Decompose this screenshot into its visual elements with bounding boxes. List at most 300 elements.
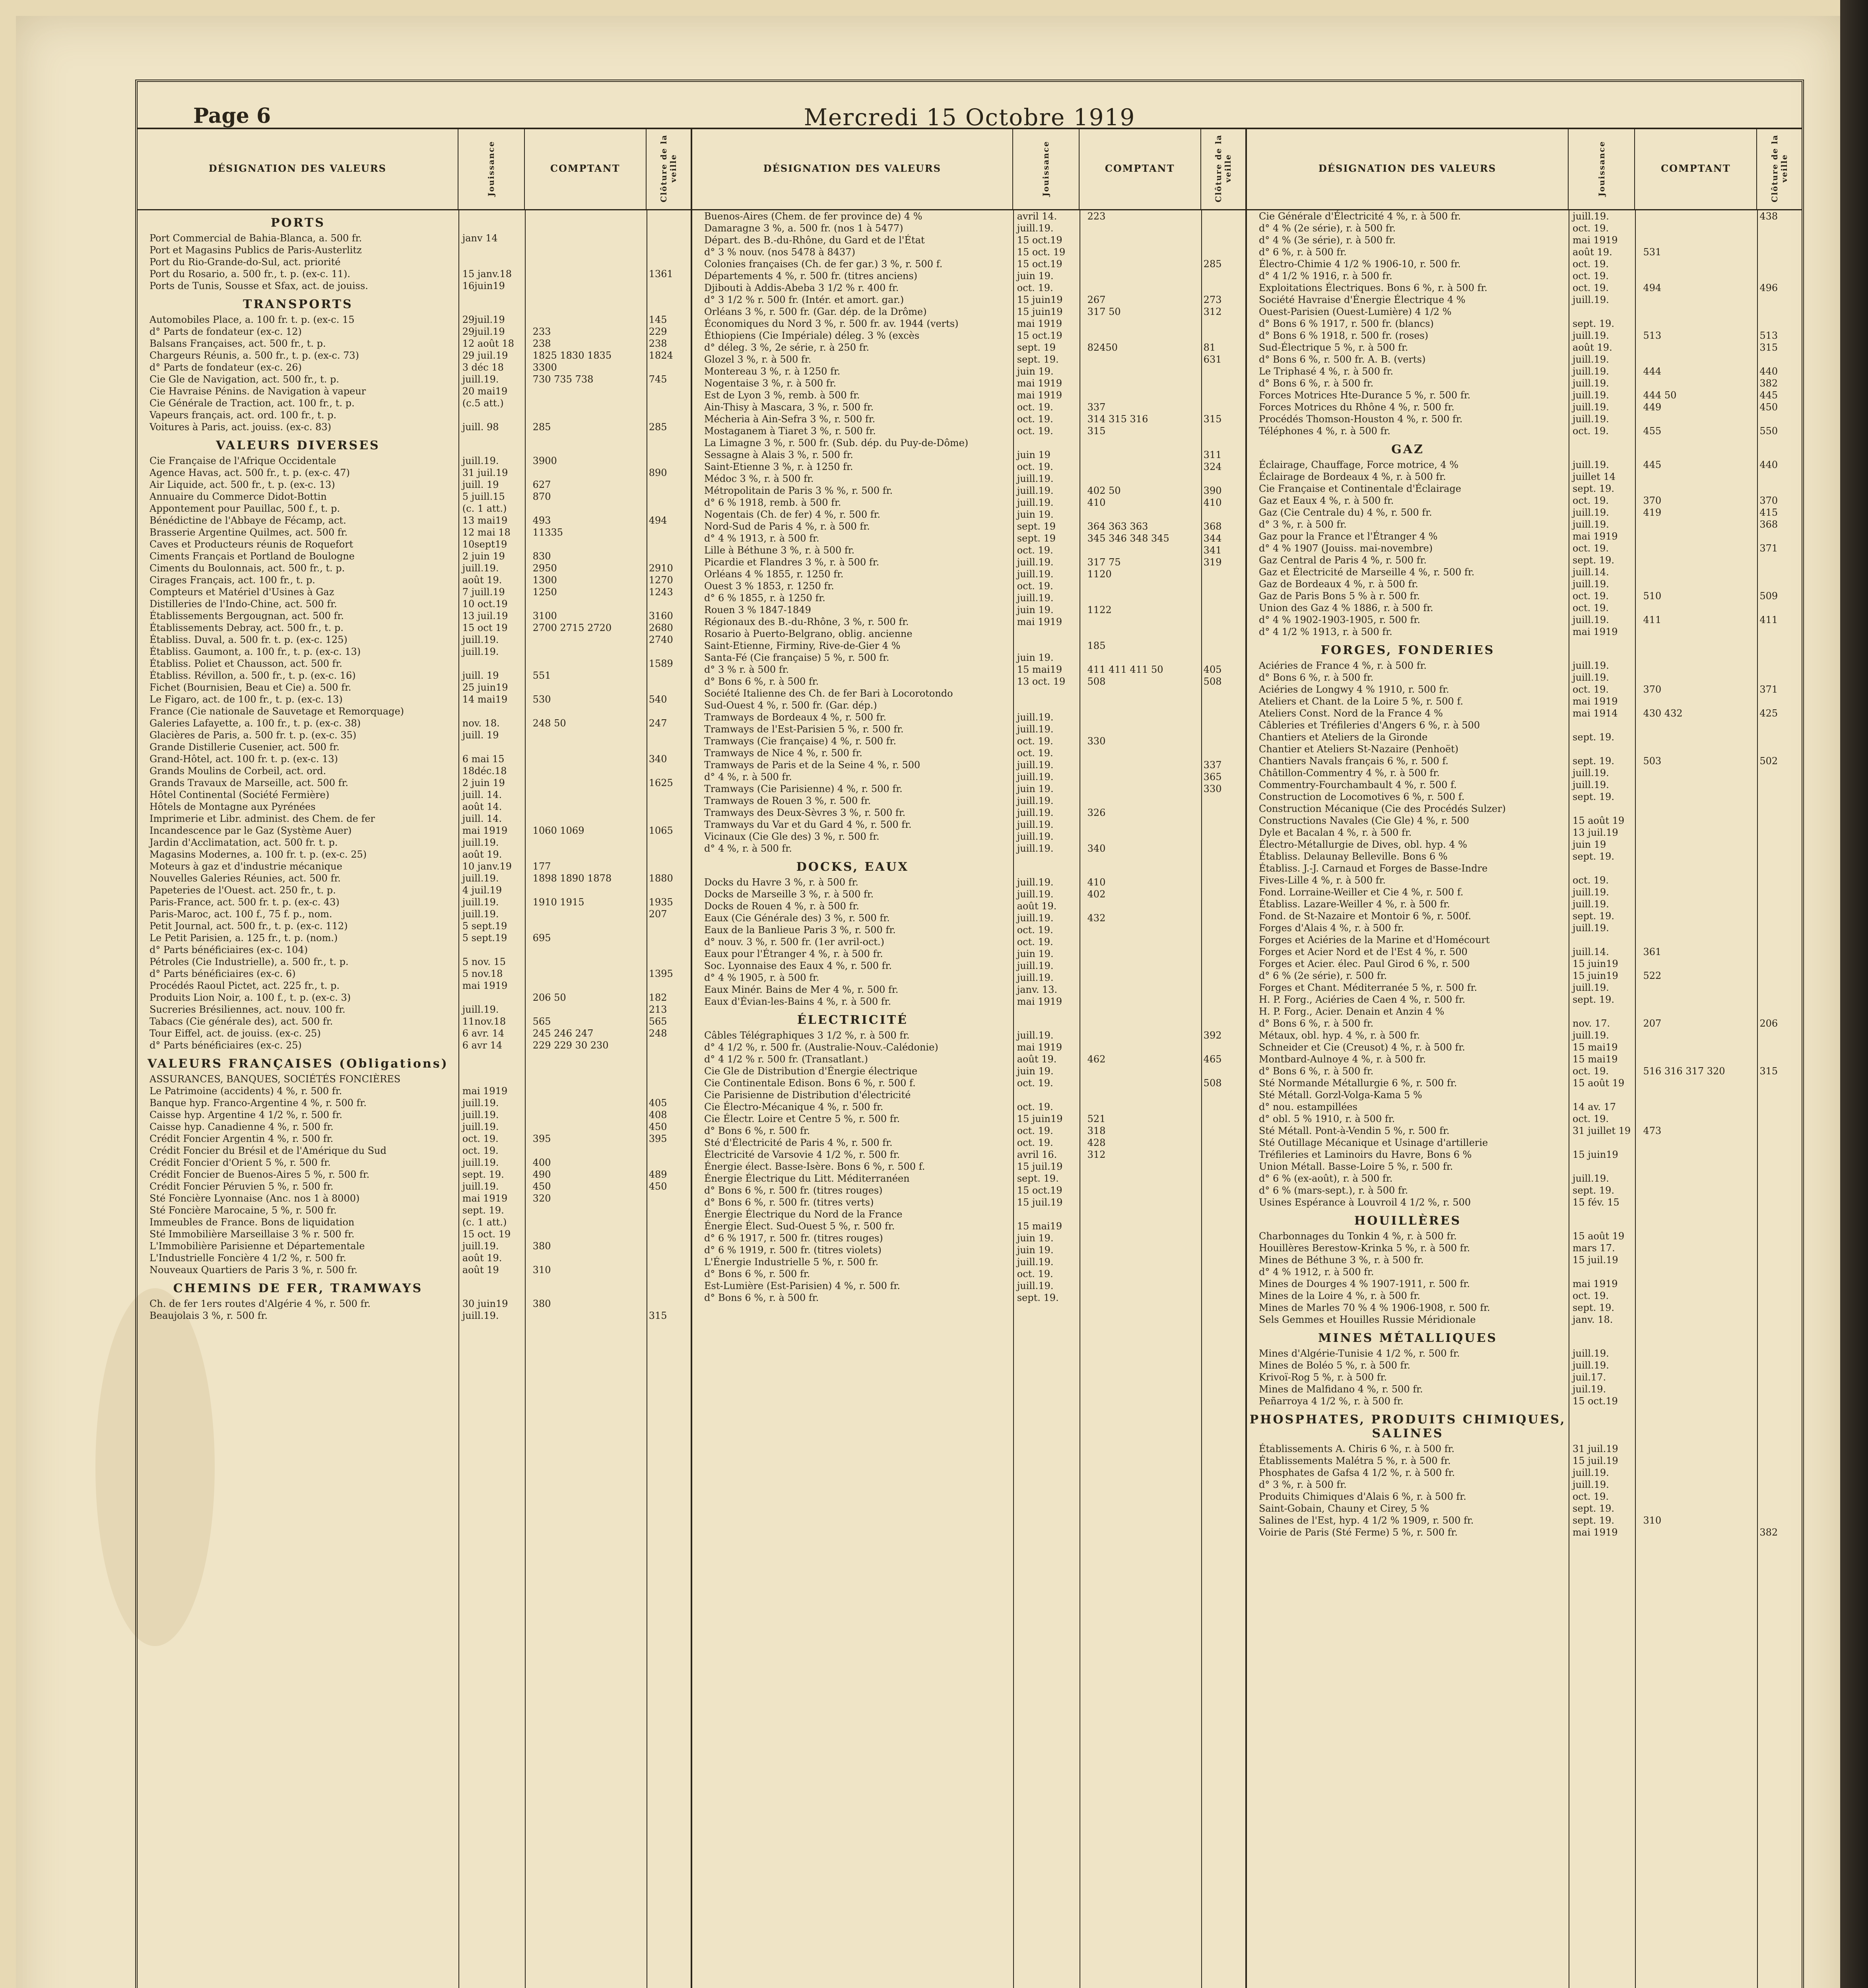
cash-price: 223	[1087, 211, 1106, 222]
previous-close	[1757, 874, 1802, 886]
quotation-row	[1247, 994, 1802, 1006]
quotation-row	[1247, 1479, 1802, 1491]
cash-price	[1080, 377, 1201, 389]
previous-close	[1757, 743, 1802, 755]
cash-price	[1080, 699, 1201, 711]
jouissance-date: juill.19.	[462, 837, 499, 848]
security-name: Paris-France, act. 500 fr. t. p. (ex-c. 43)	[150, 897, 340, 908]
cash-price	[1635, 1302, 1757, 1314]
cash-price	[1080, 592, 1201, 604]
cash-price	[1080, 687, 1201, 699]
security-name: Mines d'Algérie-Tunisie 4 1/2 %, r. 500 fr.	[1258, 1348, 1460, 1359]
quotation-row	[692, 735, 1245, 747]
rows-container	[692, 210, 1245, 1304]
cash-price: 730 735 738	[532, 374, 594, 385]
previous-close	[1201, 924, 1245, 936]
security-name: Docks de Marseille 3 %, r. à 500 fr.	[704, 889, 874, 900]
jouissance-date: août 19.	[462, 1252, 502, 1264]
security-name: Mines de Boléo 5 %, r. à 500 fr.	[1258, 1360, 1410, 1371]
quotation-row	[692, 972, 1245, 984]
jouissance-date: juill.19.	[1573, 330, 1609, 341]
jouissance-date: juill.19.	[462, 1310, 499, 1321]
security-name: Docks de Rouen 4 %, r. à 500 fr.	[704, 901, 859, 912]
security-name: Énergie Électrique du Nord de la France	[704, 1209, 903, 1220]
jouissance-date: 5 sept.19	[462, 920, 507, 932]
security-name: Vicinaux (Cie Gle des) 3 %, r. 500 fr.	[704, 831, 880, 842]
quotation-row	[138, 326, 691, 338]
jouissance-date: juin 19.	[1017, 783, 1054, 794]
security-name: Nouvelles Galeries Réunies, act. 500 fr.	[150, 873, 341, 884]
cash-price	[525, 753, 647, 765]
cash-price	[1635, 1278, 1757, 1290]
previous-close	[1201, 1113, 1245, 1125]
security-name: Mines de Béthune 3 %, r. à 500 fr.	[1258, 1254, 1424, 1266]
jouissance-date: juill.19.	[1017, 473, 1054, 484]
previous-close	[1201, 699, 1245, 711]
quotation-row	[692, 461, 1245, 473]
jouissance-date: mai 1919	[462, 980, 508, 991]
jouissance-date: 15 août 19	[1573, 815, 1625, 826]
security-name: Sté Immobilière Marseillaise 3 % r. 500 fr.	[150, 1229, 355, 1240]
cash-price	[1080, 1041, 1201, 1053]
quotation-row	[1247, 1113, 1802, 1125]
security-name: Eaux de la Banlieue Paris 3 %, r. 500 fr.	[704, 924, 896, 936]
previous-close	[1757, 827, 1802, 839]
quotation-row	[1247, 554, 1802, 566]
security-name: d° 4 % 1905, r. à 500 fr.	[704, 972, 819, 983]
cash-price	[525, 1109, 647, 1121]
jouissance-date: nov. 17.	[1573, 1018, 1610, 1029]
jouissance-date: juill.19.	[1017, 889, 1054, 900]
cash-price	[525, 256, 647, 268]
previous-close	[1757, 672, 1802, 683]
jouissance-date: juil.17.	[1573, 1372, 1606, 1383]
cash-price: 1122	[1087, 604, 1112, 615]
jouissance-date: janv. 18.	[1573, 1314, 1613, 1325]
security-name: Électro-Métallurgie de Dives, obl. hyp. 4 %	[1258, 839, 1467, 850]
cash-price: 455	[1643, 425, 1662, 437]
jouissance-date: juillet 14	[1573, 471, 1616, 482]
previous-close	[1757, 982, 1802, 994]
jouissance-date: 29 juil.19	[462, 350, 508, 361]
quotation-row	[138, 658, 691, 670]
cash-price: 449	[1643, 402, 1662, 413]
jouissance-date: oct. 19.	[1573, 1290, 1609, 1301]
quotation-row	[1247, 1514, 1802, 1526]
cash-price	[1080, 509, 1201, 520]
security-name: Tramways du Var et du Gard 4 %, r. 500 fr.	[704, 819, 912, 830]
security-name: d° déleg. 3 %, 2e série, r. à 250 fr.	[704, 342, 870, 353]
previous-close	[1201, 984, 1245, 996]
security-name: Aciéries de Longwy 4 % 1910, r. 500 fr.	[1258, 684, 1449, 695]
cash-price	[1080, 783, 1201, 795]
cash-price	[525, 385, 647, 397]
quotation-row	[692, 1256, 1245, 1268]
quotation-row	[1247, 767, 1802, 779]
cash-price	[1635, 234, 1757, 246]
previous-close	[647, 944, 691, 956]
cash-price	[525, 908, 647, 920]
quotation-row	[138, 670, 691, 681]
jouissance-date	[1569, 1137, 1635, 1149]
security-name: Établiss. Poliet et Chausson, act. 500 fr.	[150, 658, 342, 669]
quotation-row	[138, 244, 691, 256]
security-name: d° Bons 6 %, r. 500 fr.	[704, 1268, 810, 1279]
jouissance-date: 15 oct.19	[1017, 235, 1062, 246]
cash-price	[1080, 473, 1201, 485]
previous-close	[1757, 246, 1802, 258]
cash-price	[1080, 972, 1201, 984]
security-name: Houillères Berestow-Krinka 5 %, r. à 500 fr.	[1258, 1242, 1470, 1254]
previous-close	[1201, 1065, 1245, 1077]
quotation-row	[138, 646, 691, 658]
cash-price	[525, 1310, 647, 1322]
previous-close	[1201, 948, 1245, 960]
cash-price: 233	[532, 326, 551, 337]
jouissance-date: 6 avr. 14	[462, 1028, 505, 1039]
quotation-row	[1247, 695, 1802, 707]
security-name: d° Bons 6 % 1917, r. 500 fr. (blancs)	[1258, 318, 1434, 329]
previous-close	[1757, 1149, 1802, 1161]
quotation-row	[1247, 294, 1802, 306]
section-title: GAZ	[1391, 443, 1424, 456]
security-name: Chargeurs Réunis, a. 500 fr., t. p. (ex-c. 73)	[150, 350, 359, 361]
quotation-row	[692, 640, 1245, 652]
security-name: Tramways de l'Est-Parisien 5 %, r. 500 fr.	[704, 724, 904, 735]
jouissance-date: oct. 19.	[1573, 270, 1609, 282]
security-name: d° Bons 6 %, r. à 500 fr.	[1258, 1066, 1374, 1077]
quotation-row	[692, 759, 1245, 771]
quotation-row	[692, 652, 1245, 664]
jouissance-date: juill.19.	[1573, 899, 1609, 910]
quotation-row	[1247, 270, 1802, 282]
previous-close: 1361	[649, 268, 673, 280]
cash-price: 206 50	[532, 992, 566, 1003]
security-name: d° 6 %, r. à 500 fr.	[1258, 247, 1347, 258]
previous-close: 206	[1759, 1018, 1778, 1029]
previous-close: 213	[649, 1004, 667, 1015]
cash-price	[1635, 672, 1757, 683]
cash-price	[1080, 1196, 1201, 1208]
security-name: Procédés Raoul Pictet, act. 225 fr., t. p.	[150, 980, 340, 991]
header-comptant: COMPTANT	[1635, 128, 1757, 209]
previous-close	[1757, 1443, 1802, 1455]
security-name: Cie Française et Continentale d'Éclairage	[1258, 483, 1461, 494]
quotation-row	[1247, 850, 1802, 862]
security-name: France (Cie nationale de Sauvetage et Remorquage)	[150, 706, 404, 717]
security-name: Salines de l'Est, hyp. 4 1/2 % 1909, r. 500 fr.	[1258, 1515, 1474, 1526]
previous-close: 450	[649, 1121, 667, 1132]
security-name: Fond. de St-Nazaire et Montoir 6 %, r. 500f.	[1258, 911, 1471, 922]
cash-price: 1060 1069	[532, 825, 584, 836]
previous-close	[1757, 1455, 1802, 1467]
jouissance-date: oct. 19.	[1017, 1077, 1053, 1089]
jouissance-date: juill. 19	[462, 730, 499, 741]
previous-close	[647, 1085, 691, 1097]
jouissance-date: (c. 1 att.)	[462, 503, 507, 514]
security-name: H. P. Forg., Acier. Denain et Anzin 4 %	[1258, 1006, 1445, 1017]
security-name: Sud-Électrique 5 %, r. à 500 fr.	[1258, 342, 1408, 353]
previous-close	[1757, 1314, 1802, 1326]
column-headers	[138, 128, 691, 210]
previous-close	[1201, 270, 1245, 282]
jouissance-date: juin 19.	[1017, 366, 1054, 377]
cash-price: 428	[1087, 1137, 1106, 1148]
cash-price: 419	[1643, 507, 1662, 518]
quotation-row	[1247, 1196, 1802, 1208]
quotation-row	[692, 509, 1245, 520]
previous-close: 1270	[649, 575, 673, 586]
cash-price	[1635, 1053, 1757, 1065]
jouissance-date: (c.5 att.)	[462, 398, 504, 409]
cash-price	[525, 634, 647, 646]
jouissance-date: juill.19.	[1573, 414, 1609, 425]
cash-price: 402	[1087, 889, 1106, 900]
quotation-row	[138, 550, 691, 562]
quotation-row	[1247, 590, 1802, 602]
quotation-row	[1247, 483, 1802, 495]
jouissance-date: oct. 19.	[1573, 495, 1609, 506]
cash-price: 314 315 316	[1087, 414, 1148, 425]
cash-price: 248 50	[532, 718, 566, 729]
quotation-row	[1247, 803, 1802, 815]
quotation-row	[1247, 389, 1802, 401]
jouissance-date: 5 nov. 15	[462, 956, 506, 967]
binding-edge	[1840, 0, 1868, 1988]
security-name: d° Parts bénéficiaires (ex-c. 6)	[150, 968, 296, 979]
jouissance-date	[1013, 1089, 1080, 1101]
previous-close	[1757, 1359, 1802, 1371]
jouissance-date: juin 19.	[1017, 509, 1054, 520]
previous-close	[1757, 258, 1802, 270]
quotation-row	[138, 1015, 691, 1027]
quotation-row	[692, 843, 1245, 854]
cash-price	[525, 1216, 647, 1228]
previous-close: 745	[649, 374, 667, 385]
security-name: d° 3 1/2 % r. 500 fr. (Intér. et amort. gar.)	[704, 294, 904, 305]
quotation-row	[1247, 1053, 1802, 1065]
section-title: VALEURS FRANÇAISES (Obligations)	[147, 1057, 449, 1071]
quotation-row	[138, 932, 691, 944]
quotation-row	[1247, 530, 1802, 542]
quotation-row	[692, 568, 1245, 580]
jouissance-date	[458, 256, 525, 268]
quotation-row	[138, 503, 691, 514]
quotation-row	[1247, 958, 1802, 970]
quotation-panel-left	[138, 128, 692, 1988]
cash-price	[1635, 1029, 1757, 1041]
security-name: Établiss. Lazare-Weiller 4 %, r. à 500 fr.	[1258, 899, 1450, 910]
jouissance-date	[1569, 743, 1635, 755]
jouissance-date: 15 août 19	[1573, 1231, 1625, 1242]
quotation-row	[1247, 1029, 1802, 1041]
quotation-row	[692, 924, 1245, 936]
quotation-row	[692, 306, 1245, 318]
security-name: Paris-Maroc, act. 100 f., 75 f. p., nom.	[150, 909, 332, 920]
quotation-row	[1247, 471, 1802, 483]
previous-close	[647, 479, 691, 491]
jouissance-date: sept. 19.	[1573, 791, 1614, 802]
security-name: d° Bons 6 %, r. 500 fr.	[704, 1125, 810, 1136]
quotation-row	[692, 1137, 1245, 1149]
jouissance-date: oct. 19.	[1017, 1137, 1053, 1148]
security-name: d° Parts bénéficiaires (ex-c. 104)	[150, 944, 308, 955]
jouissance-date: 15 juil.19	[1573, 1455, 1618, 1466]
previous-close: 415	[1759, 507, 1778, 518]
quotation-row	[692, 1292, 1245, 1304]
security-name: Métropolitain de Paris 3 % %, r. 500 fr.	[704, 485, 893, 496]
previous-close: 341	[1203, 545, 1222, 556]
security-name: Appontement pour Pauillac, 500 f., t. p.	[150, 503, 340, 514]
security-name: Ciments Français et Portland de Boulogne	[150, 551, 355, 562]
previous-close	[1201, 616, 1245, 628]
previous-close	[647, 681, 691, 693]
previous-close	[1757, 483, 1802, 495]
cash-price	[1635, 1161, 1757, 1173]
cash-price	[1635, 850, 1757, 862]
quotation-row	[138, 1240, 691, 1252]
quotation-row	[692, 258, 1245, 270]
cash-price	[1080, 246, 1201, 258]
security-name: d° 4 % (3e série), r. à 500 fr.	[1258, 235, 1396, 246]
cash-price	[1635, 719, 1757, 731]
jouissance-date: 15 juin19	[1573, 970, 1618, 981]
cash-price: 380	[532, 1298, 551, 1309]
security-name: Gaz pour la France et l'Étranger 4 %	[1258, 531, 1438, 542]
quotation-row	[692, 580, 1245, 592]
security-name: Bénédictine de l'Abbaye de Fécamp, act.	[150, 515, 346, 526]
quotation-row	[692, 1089, 1245, 1101]
jouissance-date: sept. 19.	[1573, 483, 1614, 494]
security-name: Caves et Producteurs réunis de Roquefort	[150, 539, 353, 550]
jouissance-date: 15 oct.19	[1017, 1185, 1062, 1196]
quotation-row	[1247, 874, 1802, 886]
jouissance-date: 15 janv.18	[462, 268, 512, 280]
jouissance-date	[1569, 1089, 1635, 1101]
jouissance-date: 13 mai19	[462, 515, 508, 526]
previous-close: 540	[649, 694, 667, 705]
previous-close: 382	[1759, 1527, 1778, 1538]
quotation-row	[1247, 1266, 1802, 1278]
jouissance-date: juill.19.	[1573, 1173, 1609, 1184]
cash-price	[525, 801, 647, 813]
quotation-row	[1247, 234, 1802, 246]
quotation-row	[138, 1216, 691, 1228]
security-name: Établiss. Duval, a. 500 fr. t. p. (ex-c. 125)	[150, 634, 348, 645]
previous-close	[1757, 1077, 1802, 1089]
cash-price: 370	[1643, 684, 1662, 695]
security-name: d° Bons 6 %, r. à 500 fr.	[1258, 1018, 1374, 1029]
jouissance-date: juin 19.	[1017, 604, 1054, 615]
jouissance-date: juill.19.	[462, 1181, 499, 1192]
security-name: Sté Métall. Gorzl-Volga-Kama 5 %	[1258, 1089, 1422, 1101]
cash-price	[1635, 958, 1757, 970]
section-title: FORGES, FONDERIES	[1320, 643, 1495, 657]
security-name: Automobiles Place, a. 100 fr. t. p. (ex-c. 15	[150, 314, 355, 325]
jouissance-date: oct. 19.	[1017, 580, 1053, 592]
cash-price	[1080, 234, 1201, 246]
quotation-row	[1247, 815, 1802, 827]
previous-close	[647, 646, 691, 658]
previous-close	[1201, 210, 1245, 222]
jouissance-date: juill.19.	[1573, 507, 1609, 518]
previous-close	[1757, 626, 1802, 638]
jouissance-date: 5 nov.18	[462, 968, 503, 979]
previous-close: 496	[1759, 282, 1778, 293]
jouissance-date: oct. 19.	[1017, 936, 1053, 947]
previous-close: 330	[1203, 783, 1222, 794]
previous-close	[1757, 1173, 1802, 1184]
quotation-row	[692, 948, 1245, 960]
cash-price	[1080, 747, 1201, 759]
cash-price	[1080, 771, 1201, 783]
jouissance-date: 31 juil.19	[462, 467, 508, 478]
jouissance-date: juill.19.	[1573, 660, 1609, 671]
jouissance-date: 10 janv.19	[462, 861, 512, 872]
jouissance-date: mai 1914	[1573, 708, 1618, 719]
jouissance-date: sept. 19	[1017, 533, 1056, 544]
cash-price	[1635, 1395, 1757, 1407]
cash-price: 337	[1087, 402, 1106, 413]
cash-price	[525, 503, 647, 514]
quotation-row	[138, 801, 691, 813]
quotation-row	[138, 1180, 691, 1192]
cash-price	[1080, 1280, 1201, 1292]
previous-close: 509	[1759, 590, 1778, 602]
security-name: Papeteries de l'Ouest. act. 250 fr., t. p.	[150, 885, 336, 896]
quotation-row	[692, 1113, 1245, 1125]
previous-close	[647, 705, 691, 717]
quotation-row	[692, 699, 1245, 711]
jouissance-date: juill.19.	[462, 909, 499, 920]
header-comptant: COMPTANT	[1080, 128, 1201, 209]
previous-close	[1757, 413, 1802, 425]
cash-price: 395	[532, 1133, 551, 1144]
security-name: Brasserie Argentine Quilmes, act. 500 fr.	[150, 527, 348, 538]
quotation-row	[138, 373, 691, 385]
jouissance-date: juill.19.	[1573, 1360, 1609, 1371]
jouissance-date: 13 juil.19	[462, 610, 508, 621]
quotation-row	[1247, 507, 1802, 518]
quotation-row	[1247, 1455, 1802, 1467]
security-name: Établissements Malétra 5 %, r. à 500 fr.	[1258, 1455, 1451, 1466]
quotation-row	[692, 747, 1245, 759]
jouissance-date: août 19.	[1017, 901, 1057, 912]
cash-price	[525, 813, 647, 825]
security-name: Tramways de Nice 4 %, r. 500 fr.	[704, 747, 862, 759]
cash-price: 473	[1643, 1125, 1662, 1136]
jouissance-date: 15 juin19	[1017, 306, 1063, 317]
security-name: Ports de Tunis, Sousse et Sfax, act. de jouiss.	[150, 280, 368, 291]
jouissance-date: oct. 19.	[1573, 1491, 1609, 1502]
quotation-row	[692, 246, 1245, 258]
cash-price	[1080, 711, 1201, 723]
cash-price	[525, 777, 647, 789]
header-cloture: Clôture de la veille	[659, 134, 678, 203]
previous-close	[1201, 723, 1245, 735]
jouissance-date: oct. 19.	[1017, 1101, 1053, 1112]
quotation-row	[692, 912, 1245, 924]
cash-price	[1635, 839, 1757, 850]
previous-close	[1757, 1371, 1802, 1383]
quotation-row	[692, 1232, 1245, 1244]
cash-price	[1635, 1006, 1757, 1017]
previous-close: 890	[649, 467, 667, 478]
security-name: Tramways (Cie française) 4 %, r. 500 fr.	[704, 736, 897, 747]
cash-price	[1635, 1137, 1757, 1149]
jouissance-date: oct. 19.	[1017, 461, 1053, 472]
jouissance-date: 15 juin19	[1017, 1113, 1063, 1124]
